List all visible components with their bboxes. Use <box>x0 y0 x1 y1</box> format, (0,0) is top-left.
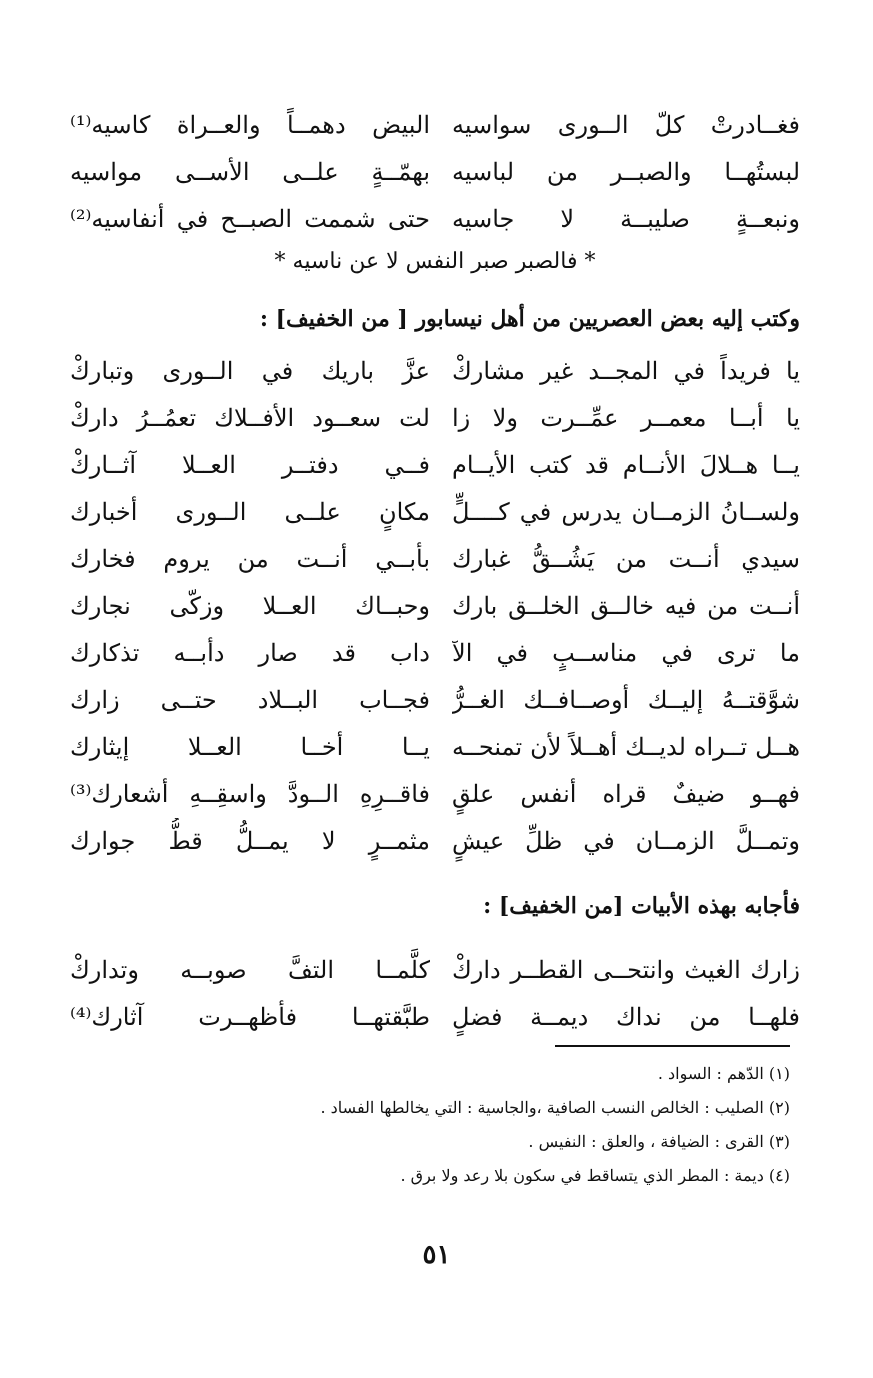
verse-line <box>70 771 800 818</box>
verse-line <box>70 489 800 536</box>
second-hemistich: مثمــرٍ لا يمــلُّ قطُّ جوارك <box>70 827 430 855</box>
verse-line <box>70 442 800 489</box>
first-hemistich: أنــت من فيه خالــق الخلــق بارك <box>452 592 800 620</box>
second-hemistich: بهمّــةٍ علــى الأســى مواسيه <box>70 158 430 186</box>
verse-line <box>70 536 800 583</box>
intro-paragraph: وكتب إليه بعض العصريين من أهل نيسابور [ من الخفيف] : <box>259 306 800 332</box>
verse-line <box>70 818 800 865</box>
first-hemistich: ما ترى في مناســبٍ في الآ <box>452 639 800 667</box>
first-hemistich: فغــادرتْ كلّ الــورى سواسيه <box>452 111 800 139</box>
first-hemistich: فلهــا من نداك ديمــة فضلٍ <box>452 1003 800 1031</box>
verse-line <box>70 677 800 724</box>
spacer <box>80 1047 790 1057</box>
verse-line <box>70 149 800 196</box>
verse-line <box>70 994 800 1041</box>
second-hemistich: كلَّمــا التفَّ صوبــه وتداركْ <box>70 956 430 984</box>
first-hemistich: زارك الغيث وانتحــى القطــر داركْ <box>452 956 800 984</box>
first-hemistich: يا فريداً في المجــد غير مشاركْ <box>452 357 800 385</box>
first-hemistich: ونبعــةٍ صليبــة لا جاسيه <box>452 205 800 233</box>
verse-line <box>70 102 800 149</box>
verse-line <box>70 395 800 442</box>
second-hemistich: حتى شممت الصبــح في أنفاسيه⁽²⁾ <box>70 205 430 233</box>
second-hemistich: عزَّ باريك في الــورى وتباركْ <box>70 357 430 385</box>
first-hemistich: لبستُهــا والصبــر من لباسيه <box>452 158 800 186</box>
first-hemistich: وتمــلَّ الزمــان في ظلِّ عيشٍ <box>452 827 800 855</box>
second-hemistich: فجــاب البــلاد حتــى زارك <box>70 686 430 714</box>
verse-line <box>70 348 800 395</box>
poem-closing-line: * فالصبر صبر النفس لا عن ناسيه * <box>274 249 596 274</box>
second-hemistich: فاقــرِهِ الــودَّ واسقِــهِ أشعارك⁽³⁾ <box>70 780 430 808</box>
first-hemistich: ولســانُ الزمــان يدرس في كــــلٍّ <box>452 498 800 526</box>
first-hemistich: سيدي أنــت من يَشُــقُّ غبارك <box>452 545 800 573</box>
first-hemistich: هــل تــراه لديــك أهــلاً لأن تمنحــه <box>452 733 800 761</box>
spacer <box>70 935 800 947</box>
verse-line <box>70 630 800 677</box>
second-hemistich: طبَّقتهــا فأظهــرت آثارك⁽⁴⁾ <box>70 1003 430 1031</box>
second-hemistich: يــا أخــا العــلا إيثارك <box>70 733 430 761</box>
footnote-4: (٤) ديمة : المطر الذي يتساقط في سكون بلا رعد ولا برق . <box>400 1166 790 1185</box>
footnote-2: (٢) الصليب : الخالص النسب الصافية ،والجاسية : التي يخالطها الفساد . <box>320 1098 790 1117</box>
first-hemistich: يــا هــلالَ الأنــام قد كتب الأيــام <box>452 451 800 479</box>
verse-line <box>70 947 800 994</box>
second-hemistich: وحبــاك العــلا وزكّى نجارك <box>70 592 430 620</box>
verse-line <box>70 583 800 630</box>
second-hemistich: البيض دهمــاً والعــراة كاسيه⁽¹⁾ <box>70 111 430 139</box>
spacer <box>70 865 800 877</box>
second-hemistich: مكانٍ علــى الــورى أخبارك <box>70 498 430 526</box>
page-number: ٥١ <box>422 1240 451 1270</box>
page-body <box>70 102 800 1041</box>
second-hemistich: بأبــي أنــت من يروم فخارك <box>70 545 430 573</box>
verse-line <box>70 196 800 243</box>
second-hemistich: داب قد صار دأبــه تذكارك <box>70 639 430 667</box>
second-hemistich: لت سعــود الأفــلاك تعمُــرُ داركْ <box>70 404 430 432</box>
first-hemistich: فهــو ضيفٌ قراه أنفس علقٍ <box>452 780 800 808</box>
verse-line <box>70 724 800 771</box>
intro-paragraph: فأجابه بهذه الأبيات [من الخفيف] : <box>483 893 800 919</box>
second-hemistich: فــي دفتــر العــلا آثــاركْ <box>70 451 430 479</box>
first-hemistich: شوَّقتــهُ إليــك أوصــافــك الغــرُّ <box>452 686 800 714</box>
first-hemistich: يا أبــا معمــر عمِّــرت ولا زا <box>452 404 800 432</box>
footnotes-section <box>80 1045 790 1193</box>
footnote-1: (١) الدّهم : السواد . <box>657 1064 790 1083</box>
footnote-3: (٣) القرى : الضيافة ، والعلق : النفيس . <box>528 1132 790 1151</box>
